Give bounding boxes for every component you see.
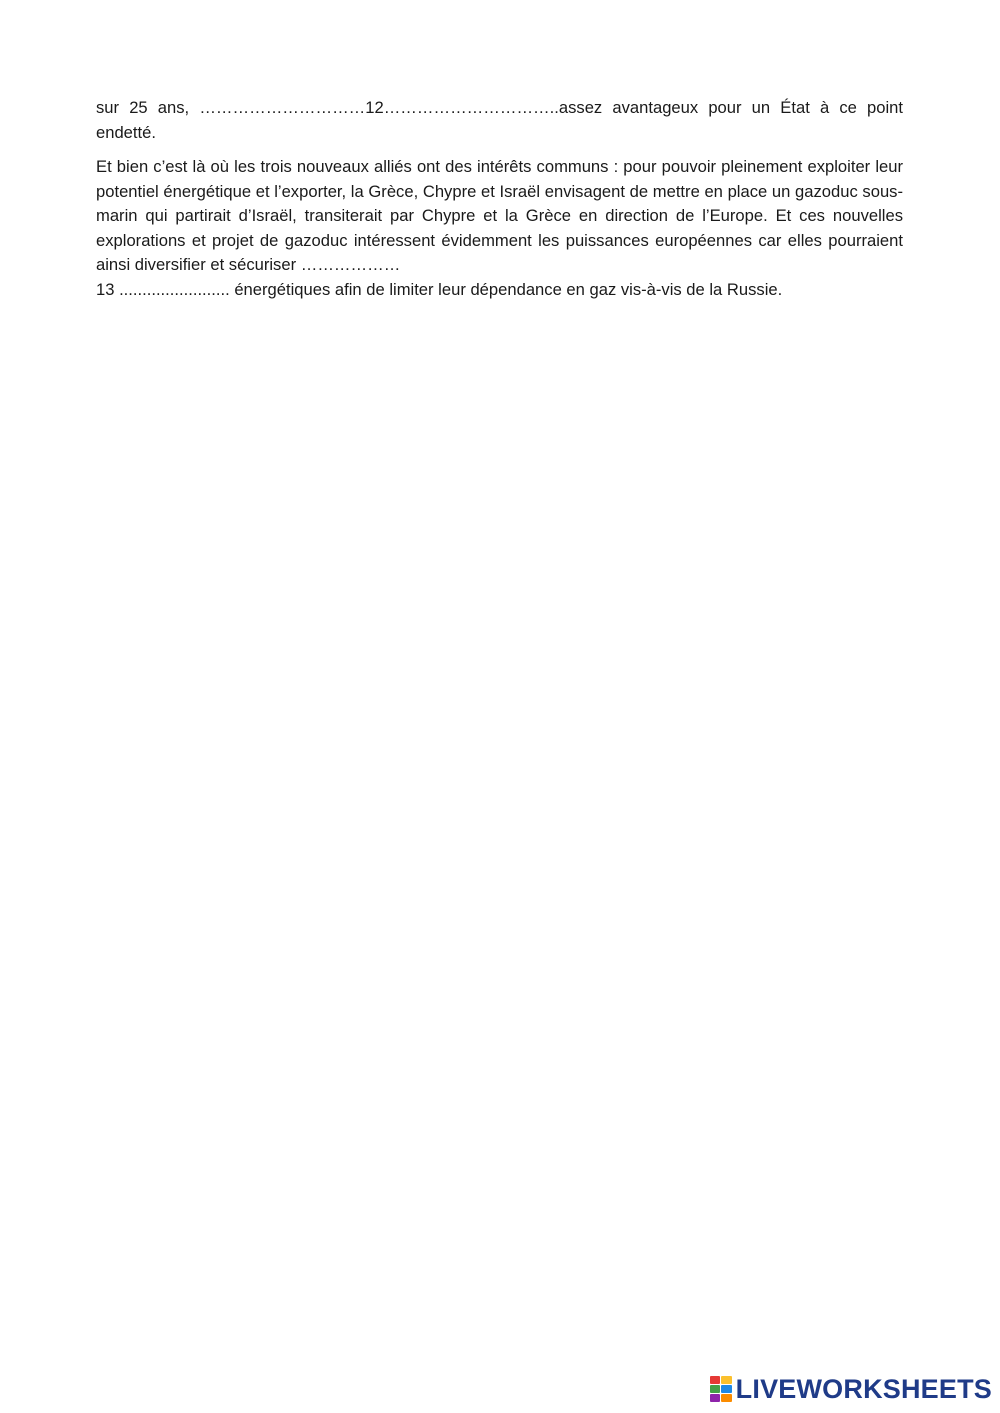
- paragraph-2-main: Et bien c’est là où les trois nouveaux alliés ont des intérêts communs : pour pouvoir pleinement exploiter leur potentiel énergétique et l’exporter, la Grèce, Chypre et Israël envisagent de mettre en place un gazoduc sous-marin qui partirait d’Israël, transiterait par Chypre et la Grèce en direction de l’Europe. Et ces nouvelles explorations et projet de gazoduc intéressent évidemment les puissances européennes car elles pourraient ainsi diversifier et sécuriser ………………: [96, 157, 903, 274]
- logo-block: [721, 1376, 732, 1384]
- worksheet-text: [96, 96, 903, 302]
- logo-block: [721, 1394, 732, 1402]
- paragraph-2: [96, 155, 903, 302]
- logo-block: [710, 1376, 721, 1384]
- paragraph-2-end: 13 ........................ énergétiques afin de limiter leur dépendance en gaz vis-à-vis de la Russie.: [96, 279, 783, 299]
- logo-block: [710, 1385, 721, 1393]
- paragraph-1: sur 25 ans, …………………………12…………………………..assez avantageux pour un État à ce point endetté.: [96, 98, 903, 142]
- liveworksheets-logo-icon: [710, 1376, 732, 1402]
- logo-text: LIVEWORKSHEETS: [735, 1373, 992, 1404]
- logo-block: [710, 1394, 721, 1402]
- logo-block: [721, 1385, 732, 1393]
- liveworksheets-logo: [710, 1369, 992, 1409]
